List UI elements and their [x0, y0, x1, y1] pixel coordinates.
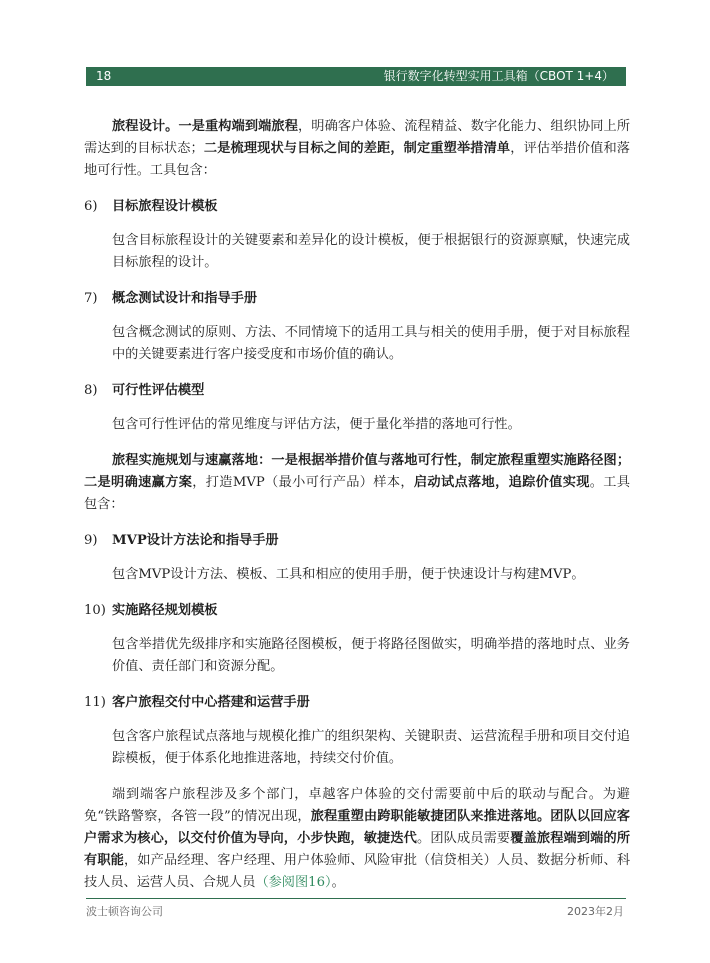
tool-item-number: 9)	[84, 533, 98, 548]
header-bar	[86, 67, 626, 86]
items-a	[84, 196, 630, 436]
tool-item-description: 包含目标旅程设计的关键要素和差异化的设计模板，便于根据银行的资源禀赋，快速完成目标旅程的设计。	[112, 233, 630, 270]
text-run: 覆盖旅程端到端的所有职能	[84, 831, 631, 868]
tool-item-heading	[84, 600, 630, 622]
tool-item-number: 8)	[84, 383, 98, 398]
tool-item-heading	[84, 288, 630, 310]
text-run: 。	[331, 875, 345, 890]
text-run: ，打造MVP（最小可行产品）样本，	[192, 475, 414, 490]
text-run: 。团队成员需要	[417, 831, 511, 846]
tool-item-number: 11)	[84, 695, 106, 710]
text-run: ，评估举措价值和落地可行性。工具包含：	[84, 141, 630, 178]
tool-item-title: 实施路径规划模板	[112, 603, 218, 618]
text-run: ，明确客户体验、流程精益、数字化能力、组织协同上所需达到的目标状态；	[84, 119, 631, 156]
text-run: 二是梳理现状与目标之间的差距，制定重塑举措清单	[203, 141, 511, 156]
tool-item-number: 7)	[84, 291, 98, 306]
tool-item-title: 目标旅程设计模板	[112, 199, 218, 214]
text-run: ，如产品经理、客户经理、用户体验师、风险审批（信贷相关）人员、数据分析师、科技人员、运营人员、合规人员	[84, 853, 631, 890]
tool-item-number: 10)	[84, 603, 106, 618]
tool-item-title: 可行性评估模型	[112, 383, 205, 398]
tool-item-title: 客户旅程交付中心搭建和运营手册	[112, 695, 310, 710]
footer-divider	[86, 898, 626, 899]
text-run: 。工具包含：	[84, 475, 631, 512]
tool-item-heading	[84, 380, 630, 402]
text-run: 启动试点落地，追踪价值实现	[413, 475, 590, 490]
content	[84, 116, 630, 894]
footer-company: 波士顿咨询公司	[86, 905, 163, 918]
tool-item-description: 包含MVP设计方法、模板、工具和相应的使用手册，便于快速设计与构建MVP。	[112, 567, 585, 582]
book-title: 银行数字化转型实用工具箱（CBOT 1+4）	[383, 69, 614, 83]
tool-item-heading	[84, 196, 630, 218]
text-run: 一是重构端到端旅程	[178, 119, 298, 134]
items-b	[84, 530, 630, 770]
tool-item-description: 包含可行性评估的常见维度与评估方法，便于量化举措的落地可行性。	[112, 417, 521, 432]
figure-reference-link[interactable]: （参阅图16）	[255, 875, 332, 890]
tool-item-heading	[84, 692, 630, 714]
tool-item-title: MVP设计方法论和指导手册	[112, 533, 279, 548]
tool-item-heading	[84, 530, 630, 552]
tool-item-number: 6)	[84, 199, 98, 214]
text-run: 端到端客户旅程涉及多个部门，卓越客户体验的交付需要前中后的联动与配合。为避免“铁路警察，各管一段”的情况出现，	[84, 787, 630, 824]
tool-item-description: 包含客户旅程试点落地与规模化推广的组织架构、关键职责、运营流程手册和项目交付追踪模板，便于体系化地推进落地，持续交付价值。	[112, 729, 630, 766]
text-run: 制定旅程重塑实施路径图；二是明确速赢方案	[84, 453, 631, 490]
tool-item-description: 包含概念测试的原则、方法、不同情境下的适用工具与相关的使用手册，便于对目标旅程中的关键要素进行客户接受度和市场价值的确认。	[112, 325, 630, 362]
closing-paragraph	[84, 784, 630, 894]
text-run: 旅程重塑由跨职能敏捷团队来推进落地。团队以回应客户需求为核心，以交付价值为导向，小步快跑，敏捷迭代	[84, 809, 630, 846]
footer-date: 2023年2月	[567, 905, 624, 918]
page-number: 18	[96, 69, 112, 83]
intro-implementation	[84, 450, 630, 516]
text-run: 旅程实施规划与速赢落地：一是根据举措价值与落地可行性，	[112, 453, 471, 468]
tool-item-description: 包含举措优先级排序和实施路径图模板，便于将路径图做实，明确举措的落地时点、业务价值、责任部门和资源分配。	[112, 637, 630, 674]
intro-journey-design	[84, 116, 630, 182]
tool-item-title: 概念测试设计和指导手册	[112, 291, 258, 306]
text-run: 旅程设计。	[112, 119, 179, 134]
